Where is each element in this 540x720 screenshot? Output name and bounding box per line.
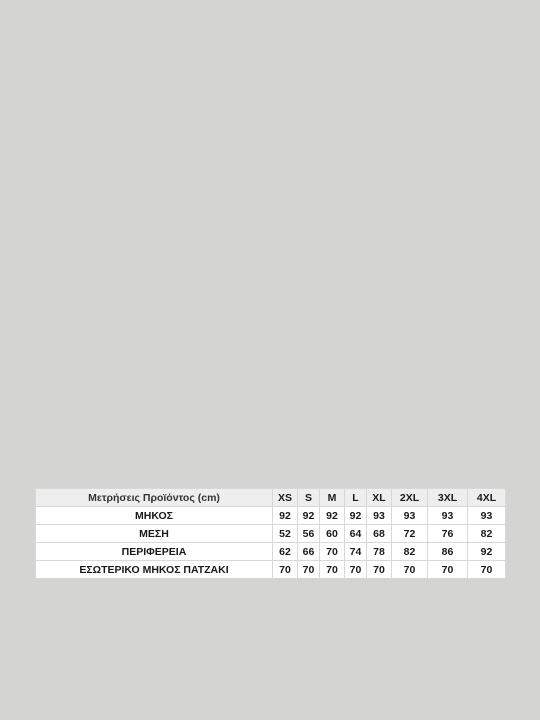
table-cell: 70 — [392, 561, 428, 579]
table-cell: 76 — [428, 525, 468, 543]
size-header-xl: XL — [367, 489, 392, 507]
size-header-s: S — [298, 489, 320, 507]
size-header-3xl: 3XL — [428, 489, 468, 507]
table-cell: 93 — [367, 507, 392, 525]
table-row — [36, 543, 506, 561]
row-label: ΕΣΩΤΕΡΙΚΟ ΜΗΚΟΣ ΠΑΤΖΑΚΙ — [36, 561, 273, 579]
table-cell: 78 — [367, 543, 392, 561]
table-row — [36, 525, 506, 543]
row-label: ΜΕΣΗ — [36, 525, 273, 543]
size-header-4xl: 4XL — [468, 489, 506, 507]
table-cell: 70 — [298, 561, 320, 579]
table-cell: 93 — [428, 507, 468, 525]
table-cell: 68 — [367, 525, 392, 543]
table-cell: 92 — [468, 543, 506, 561]
size-header-m: M — [320, 489, 345, 507]
size-chart-title: Μετρήσεις Προϊόντος (cm) — [36, 489, 273, 507]
table-cell: 93 — [392, 507, 428, 525]
table-cell: 92 — [298, 507, 320, 525]
table-row — [36, 561, 506, 579]
size-header-l: L — [345, 489, 367, 507]
table-cell: 70 — [320, 543, 345, 561]
table-row — [36, 507, 506, 525]
size-header-xs: XS — [273, 489, 298, 507]
size-header-row — [36, 489, 506, 507]
table-cell: 70 — [428, 561, 468, 579]
table-cell: 92 — [345, 507, 367, 525]
size-header-2xl: 2XL — [392, 489, 428, 507]
row-label: ΠΕΡΙΦΕΡΕΙΑ — [36, 543, 273, 561]
table-cell: 52 — [273, 525, 298, 543]
table-cell: 93 — [468, 507, 506, 525]
table-cell: 82 — [392, 543, 428, 561]
table-cell: 82 — [468, 525, 506, 543]
table-cell: 70 — [345, 561, 367, 579]
table-cell: 74 — [345, 543, 367, 561]
table-cell: 70 — [468, 561, 506, 579]
table-cell: 92 — [273, 507, 298, 525]
size-chart-table — [35, 488, 506, 579]
table-cell: 92 — [320, 507, 345, 525]
table-cell: 62 — [273, 543, 298, 561]
table-cell: 56 — [298, 525, 320, 543]
table-cell: 66 — [298, 543, 320, 561]
table-cell: 60 — [320, 525, 345, 543]
row-label: ΜΗΚΟΣ — [36, 507, 273, 525]
table-cell: 72 — [392, 525, 428, 543]
table-cell: 86 — [428, 543, 468, 561]
table-cell: 70 — [273, 561, 298, 579]
table-cell: 64 — [345, 525, 367, 543]
table-cell: 70 — [320, 561, 345, 579]
table-cell: 70 — [367, 561, 392, 579]
